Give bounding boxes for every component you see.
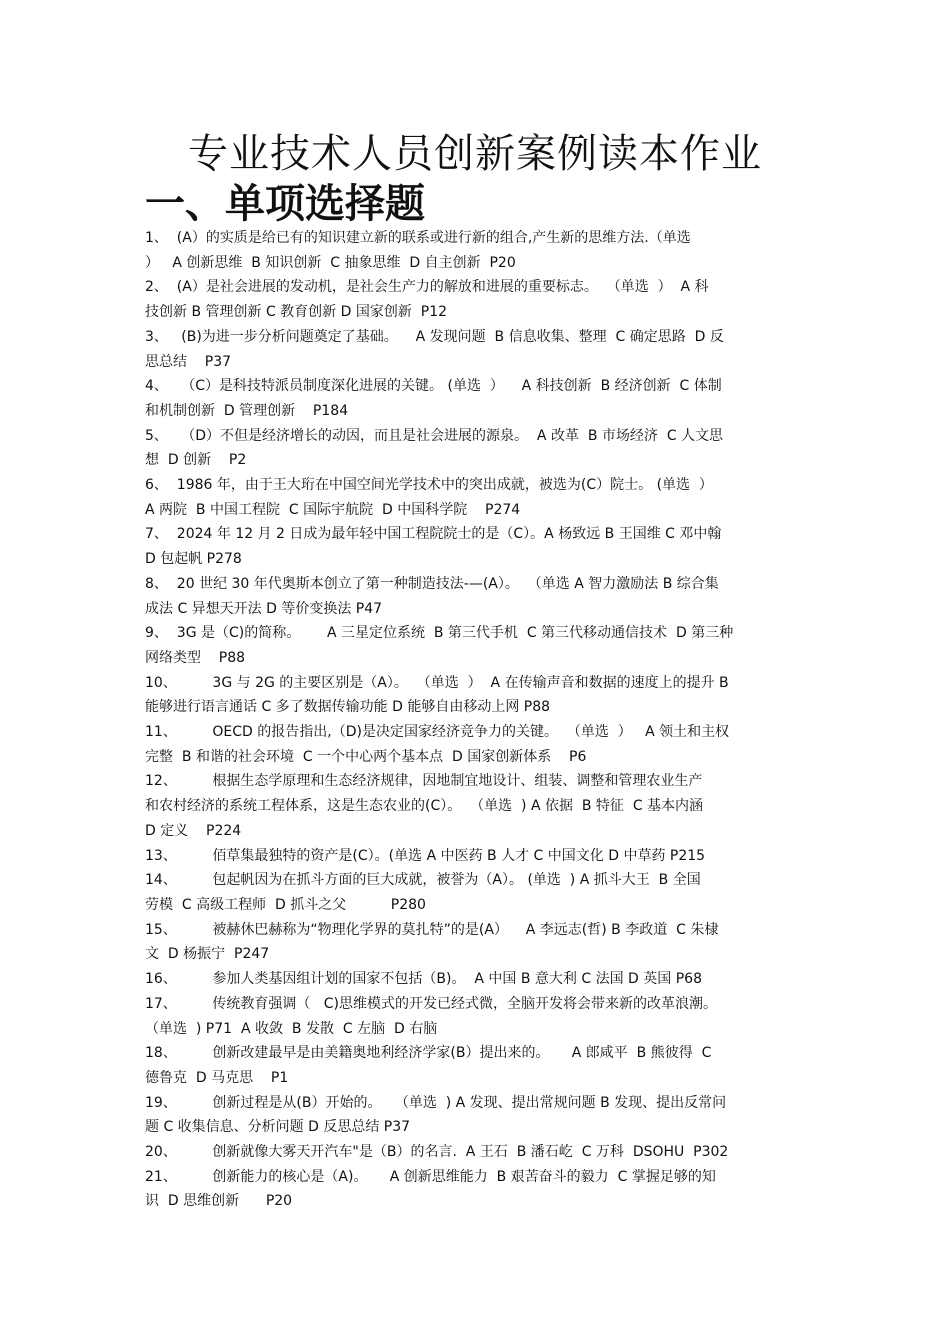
question-text-line-1: 9、 3G 是（C)的简称。 A 三星定位系统 B 第三代手机 C 第三代移动通信技术 D 第三种 [145,625,734,642]
question-item [145,1041,807,1090]
question-text-line-1: 16、 参加人类基因组计划的国家不包括（B)。 A 中国 B 意大利 C 法国 D 英国 P68 [145,971,702,988]
question-item [145,918,807,967]
question-text-line-1: 3、 (B)为进一步分析问题奠定了基础。 A 发现问题 B 信息收集、整理 C 确定思路 D 反 [145,328,724,345]
question-text-line-1: 7、 2024 年 12 月 2 日成为最年轻中国工程院院士的是（C）。A 杨致远 B 王国维 C 邓中翰 [145,526,722,543]
question-item [145,226,807,275]
question-item [145,473,807,522]
question-item [145,1140,807,1165]
question-text-line-1: 6、 1986 年，由于王大珩在中国空间光学技术中的突出成就，被选为(C）院士。 (单选 ） [145,477,713,494]
question-item [145,671,807,720]
question-text-line-2: （单选 ) P71 A 收敛 B 发散 C 左脑 D 右脑 [145,1020,438,1037]
question-text-line-2: 完整 B 和谐的社会环境 C 一个中心两个基本点 D 国家创新体系 P6 [145,748,587,765]
question-text-line-1: 20、 创新就像大雾天开汽车"是（B）的名言. A 王石 B 潘石屹 C 万科 DSOHU P302 [145,1144,729,1161]
question-text-line-2: 思总结 P37 [145,353,232,370]
question-text-line-1: 18、 创新改建最早是由美籍奥地利经济学家(B）提出来的。 A 郎咸平 B 熊彼得 C [145,1045,712,1062]
question-text-line-2: 文 D 杨振宁 P247 [145,946,270,963]
question-text-line-3: D 定义 P224 [145,822,242,839]
question-text-line-1: 19、 创新过程是从(B）开始的。 （单选 ) A 发现、提出常规问题 B 发现、提出反常问 [145,1094,727,1111]
question-item [145,769,807,843]
question-text-line-2: 技创新 B 管理创新 C 教育创新 D 国家创新 P12 [145,304,448,321]
question-item [145,992,807,1041]
section-heading: 一、单项选择题 [145,181,425,227]
question-text-line-1: 12、 根据生态学原理和生态经济规律，因地制宜地设计、组装、调整和管理农业生产 [145,773,703,790]
question-text-line-2: 想 D 创新 P2 [145,452,247,469]
question-text-line-1: 21、 创新能力的核心是（A)。 A 创新思维能力 B 艰苦奋斗的毅力 C 掌握足够的知 [145,1168,716,1185]
question-text-line-1: 2、 (A）是社会进展的发动机，是社会生产力的解放和进展的重要标志。 （单选 ） A 科 [145,279,709,296]
question-item [145,275,807,324]
question-text-line-1: 5、 （D）不但是经济增长的动因，而且是社会进展的源泉。 A 改革 B 市场经济 C 人文思 [145,427,724,444]
question-text-line-1: 17、 传统教育强调（ C)思维模式的开发已经式微，全脑开发将会带来新的改革浪潮。 [145,995,718,1012]
question-text-line-2: A 两院 B 中国工程院 C 国际宇航院 D 中国科学院 P274 [145,501,521,518]
question-item [145,621,807,670]
question-text-line-2: 题 C 收集信息、分析问题 D 反思总结 P37 [145,1119,411,1136]
question-text-line-1: 15、 被赫休巴赫称为“物理化学界的莫扎特”的是(A） A 李远志(哲) B 李政道 C 朱棣 [145,921,719,938]
question-text-line-1: 10、 3G 与 2G 的主要区别是（A）。 （单选 ） A 在传输声音和数据的速度上的提升 B [145,674,729,691]
question-item [145,325,807,374]
question-text-line-2: 劳模 C 高级工程师 D 抓斗之父 P280 [145,896,426,913]
question-item [145,720,807,769]
question-text-line-2: 和农村经济的系统工程体系，这是生态农业的(C）。 （单选 ) A 依据 B 特征 C 基本内涵 [145,798,704,815]
question-text-line-2: 德鲁克 D 马克思 P1 [145,1069,289,1086]
question-text-line-2: 识 D 思维创新 P20 [145,1193,293,1210]
question-text-line-2: 成法 C 异想天开法 D 等价变换法 P47 [145,600,383,617]
question-text-line-2: 网络类型 P88 [145,649,246,666]
question-text-line-1: 1、 (A）的实质是给已有的知识建立新的联系或进行新的组合,产生新的思维方法.（单选 [145,230,691,246]
question-item [145,572,807,621]
page-title: 专业技术人员创新案例读本作业 [188,131,762,177]
question-text-line-1: 4、 （C）是科技特派员制度深化进展的关键。 (单选 ） A 科技创新 B 经济创新 C 体制 [145,378,722,395]
question-item [145,967,807,992]
question-text-line-1: 11、 OECD 的报告指出,（D)是决定国家经济竞争力的关键。 （单选 ） A 领土和主权 [145,724,730,741]
question-item [145,424,807,473]
question-item [145,844,807,869]
question-text-line-2: ） A 创新思维 B 知识创新 C 抽象思维 D 自主创新 P20 [145,254,516,271]
question-item [145,1165,807,1214]
question-item [145,522,807,571]
question-text-line-1: 14、 包起帆因为在抓斗方面的巨大成就，被誉为（A）。 (单选 ) A 抓斗大王 B 全国 [145,872,701,889]
question-text-line-1: 13、 佰草集最独特的资产是(C）。(单选 A 中医药 B 人才 C 中国文化 D 中草药 P215 [145,847,706,864]
question-item [145,1091,807,1140]
question-item [145,868,807,917]
question-text-line-2: D 包起帆 P278 [145,551,242,568]
question-text-line-2: 能够进行语言通话 C 多了数据传输功能 D 能够自由移动上网 P88 [145,699,551,716]
question-text-line-1: 8、 20 世纪 30 年代奥斯本创立了第一种制造技法-—(A）。 （单选 A 智力激励法 B 综合集 [145,575,719,592]
question-text-line-2: 和机制创新 D 管理创新 P184 [145,402,349,419]
question-list [145,226,807,1214]
question-item [145,374,807,423]
